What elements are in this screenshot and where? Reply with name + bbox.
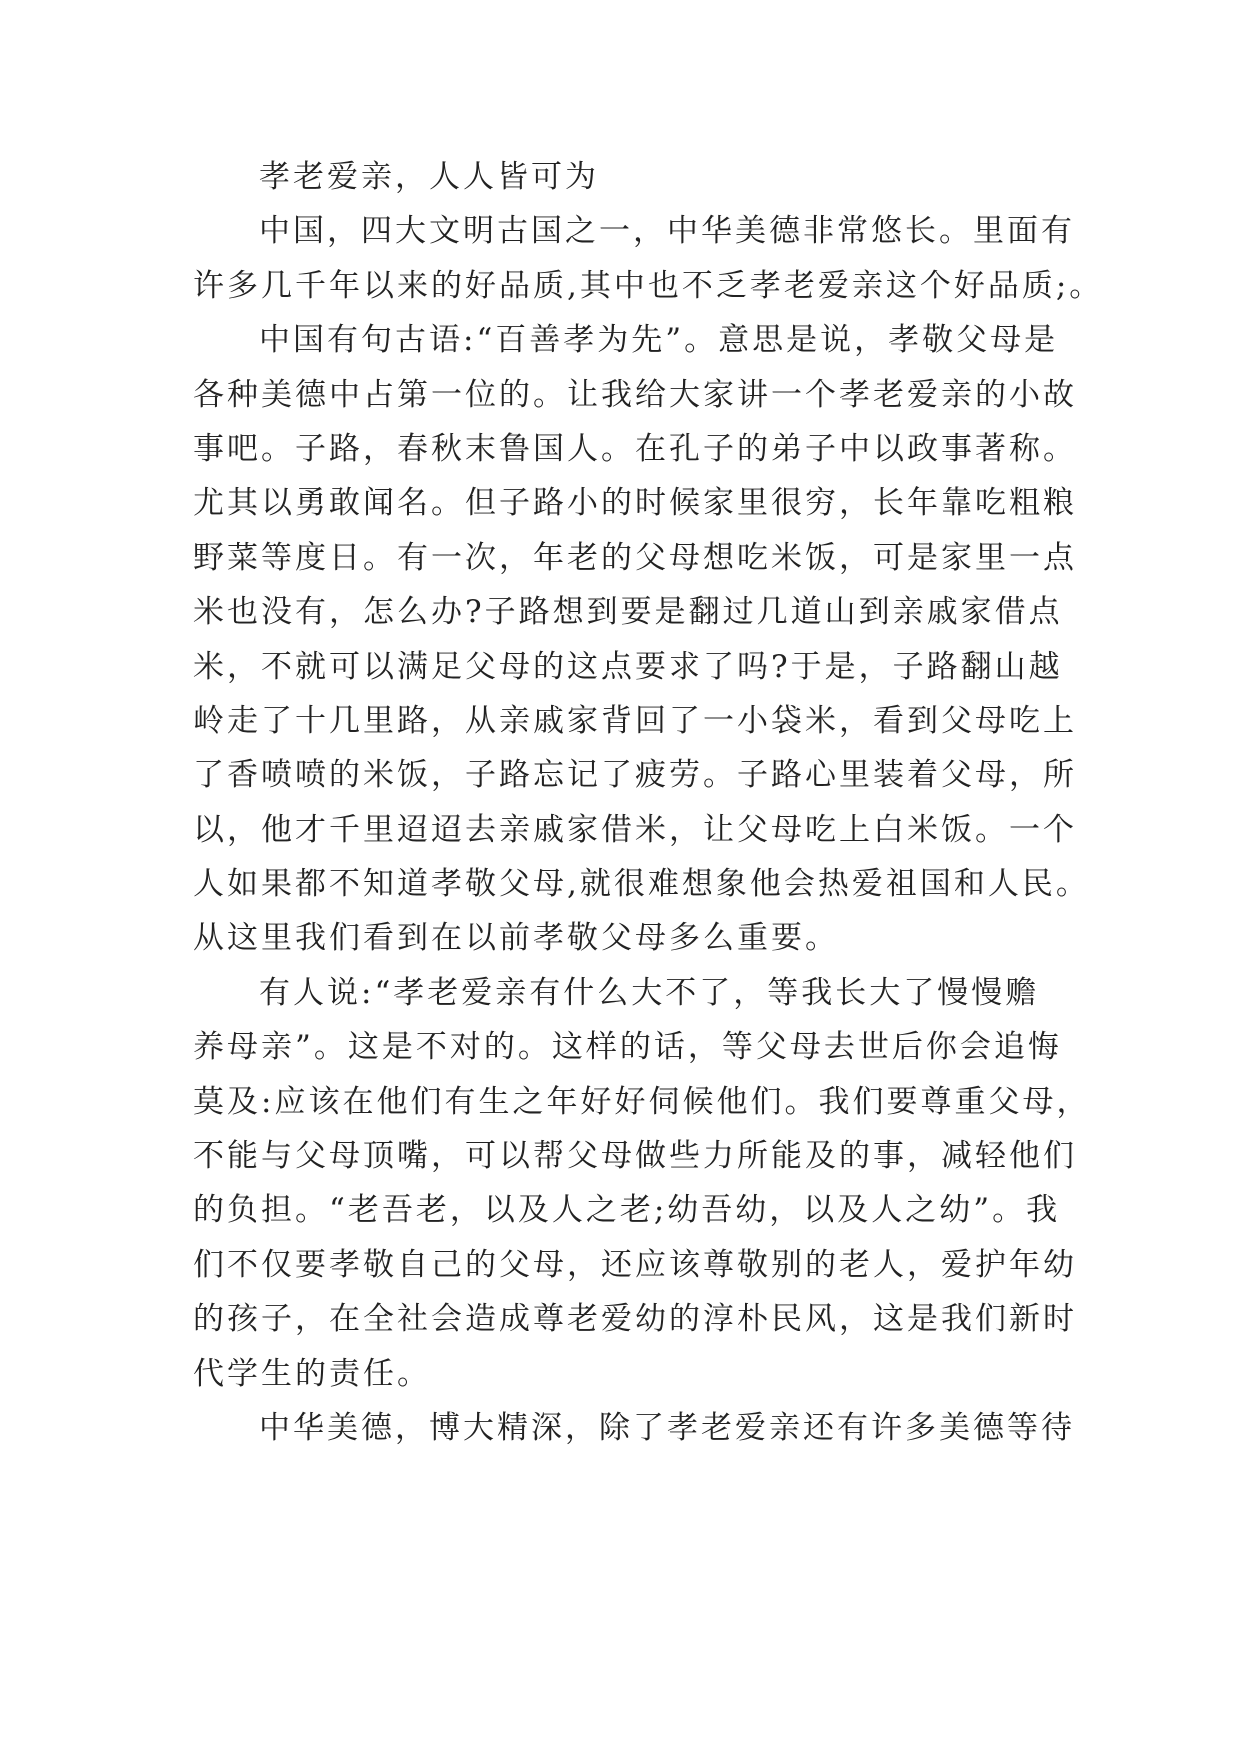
text-line: 从这里我们看到在以前孝敬父母多么重要。 [193,920,839,957]
text-line: 中国，四大文明古国之一，中华美德非常悠长。里面有 [259,213,1075,250]
text-line: 野菜等度日。有一次，年老的父母想吃米饭，可是家里一点 [193,539,1077,576]
text-line: 的孩子，在全社会造成尊老爱幼的淳朴民风，这是我们新时 [193,1301,1077,1338]
text-line: 不能与父母顶嘴，可以帮父母做些力所能及的事，减轻他们 [193,1138,1077,1175]
text-line: 米，不就可以满足父母的这点要求了吗?于是，子路翻山越 [193,648,1063,685]
text-line: 的负担。“老吾老，以及人之老;幼吾幼，以及人之幼”。我 [193,1192,1061,1229]
document-body [193,150,1104,1455]
text-line: 事吧。子路，春秋末鲁国人。在孔子的弟子中以政事著称。 [193,430,1077,467]
text-line: 中华美德，博大精深，除了孝老爱亲还有许多美德等待 [259,1409,1075,1446]
text-line: 莫及:应该在他们有生之年好好伺候他们。我们要尊重父母， [193,1083,1091,1120]
text-line: 了香喷喷的米饭，子路忘记了疲劳。子路心里装着父母，所 [193,757,1077,794]
text-line: 们不仅要孝敬自己的父母，还应该尊敬别的老人，爱护年幼 [193,1246,1077,1283]
document-title: 孝老爱亲，人人皆可为 [259,159,599,195]
text-line: 人如果都不知道孝敬父母,就很难想象他会热爱祖国和人民。 [193,866,1090,903]
text-line: 各种美德中占第一位的。让我给大家讲一个孝老爱亲的小故 [193,376,1077,413]
text-line: 米也没有，怎么办?子路想到要是翻过几道山到亲戚家借点 [193,594,1063,631]
text-line: 以，他才千里迢迢去亲戚家借米，让父母吃上白米饭。一个 [193,811,1077,848]
text-line: 尤其以勇敢闻名。但子路小的时候家里很穷，长年靠吃粗粮 [193,485,1077,522]
text-line: 岭走了十几里路，从亲戚家背回了一小袋米，看到父母吃上 [193,702,1077,739]
text-line: 中国有句古语:“百善孝为先”。意思是说，孝敬父母是 [259,322,1059,359]
text-line: 有人说:“孝老爱亲有什么大不了，等我长大了慢慢赡 [259,974,1040,1011]
text-line: 代学生的责任。 [193,1355,431,1392]
text-line: 养母亲”。这是不对的。这样的话，等父母去世后你会追悔 [193,1029,1062,1066]
text-line: 许多几千年以来的好品质,其中也不乏孝老爱亲这个好品质;。 [193,267,1104,304]
